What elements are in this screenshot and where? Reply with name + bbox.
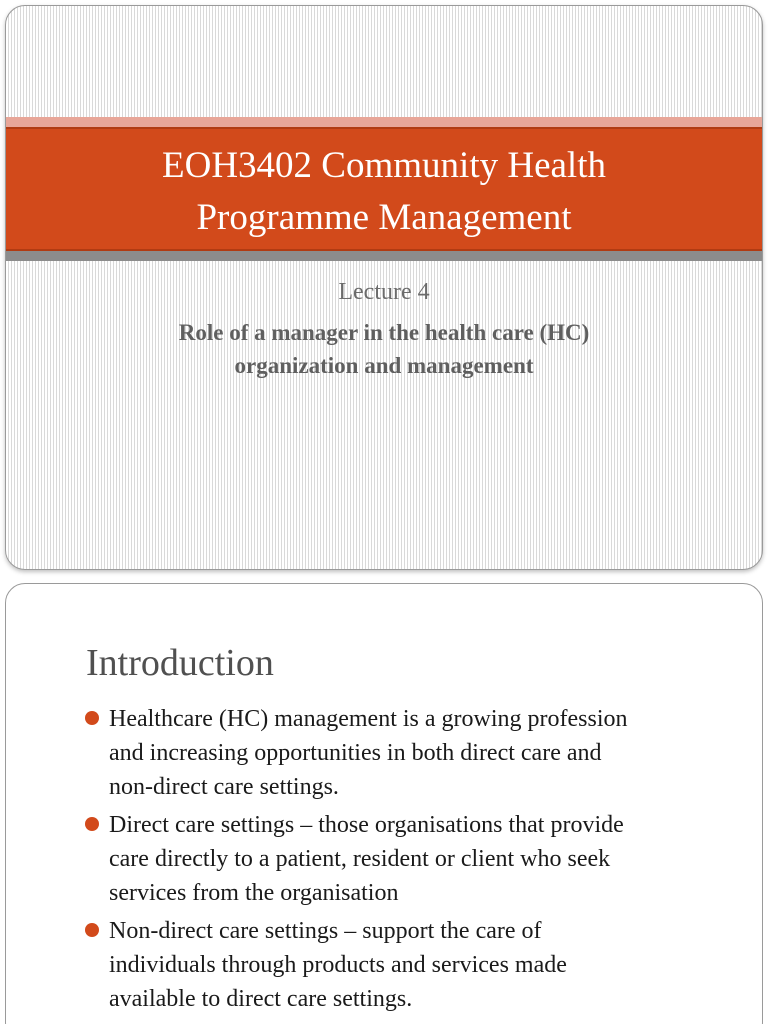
bullet-line: Non-direct care settings – support the care of [109,918,542,944]
introduction-slide [5,583,763,1024]
bullet-line: services from the organisation [109,880,399,906]
bullet-list [84,702,724,1020]
lecture-subtitle-line-2: organization and management [234,353,534,378]
slide-title [6,140,762,244]
bullet-item [84,702,724,804]
lecture-subtitle [6,316,762,382]
lecture-label: Lecture 4 [338,279,430,305]
bullet-line: Direct care settings – those organisations that provide [109,812,624,838]
bullet-line: Healthcare (HC) management is a growing profession [109,706,628,732]
slide-title-line-2: Programme Management [196,197,572,238]
bullet-item [84,808,724,910]
slide-heading: Introduction [86,642,274,684]
lecture-subtitle-line-1: Role of a manager in the health care (HC) [178,320,590,345]
bullet-dot-icon [85,711,99,725]
bullet-line: care directly to a patient, resident or client who seek [109,846,611,872]
bullet-line: individuals through products and services made [109,952,567,978]
slide-title-line-1: EOH3402 Community Health [162,145,606,186]
title-band-shadow [6,251,762,261]
bullet-dot-icon [85,923,99,937]
bullet-item [84,914,724,1016]
bullet-line: non-direct care settings. [109,774,339,800]
title-band-highlight [6,117,762,127]
title-slide [5,5,763,570]
bullet-line: available to direct care settings. [109,986,413,1012]
bullet-line: and increasing opportunities in both direct care and [109,740,602,766]
bullet-dot-icon [85,817,99,831]
